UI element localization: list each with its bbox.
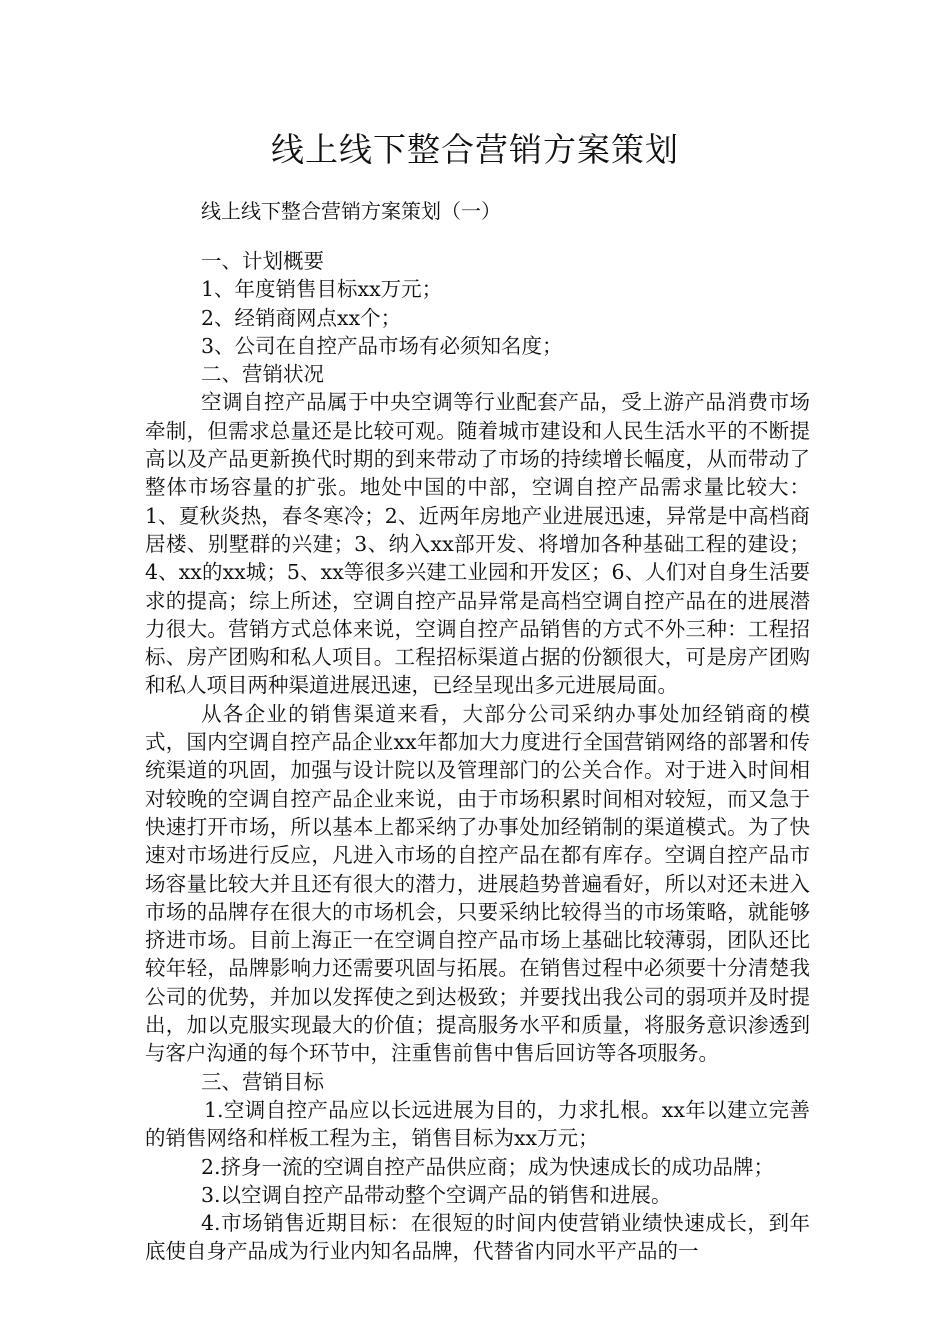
- section-heading-marketing-goals: 三、营销目标: [201, 1069, 324, 1094]
- body-paragraph: 从各企业的销售渠道来看，大部分公司采纳办事处加经销商的模式，国内空调自控产品企业xx年都加大力度进行全国营销网络的部署和传统渠道的巩固，加强与设计院以及管理部门的公关合作。对于进入时间相对较晚的空调自控产品企业来说，由于市场积累时间相对较短，而又急于快速打开市场，所以基本上都采纳了办事处加经销制的渠道模式。为了快速对市场进行反应，凡进入市场的自控产品在都有库存。空调自控产品市场容量比较大并且还有很大的潜力，进展趋势普遍看好，所以对还未进入市场的品牌存在很大的市场机会，只要采纳比较得当的市场策略，就能够挤进市场。目前上海正一在空调自控产品市场上基础比较薄弱，团队还比较年轻，品牌影响力还需要巩固与拓展。在销售过程中必须要十分清楚我公司的优势，并加以发挥使之到达极致；并要找出我公司的弱项并及时提出，加以克服实现最大的价值；提高服务水平和质量，将服务意识渗透到与客户沟通的每个环节中，注重售前售中售后回访等各项服务。: [145, 701, 810, 1066]
- section-heading-marketing-status: 二、营销状况: [201, 362, 324, 387]
- body-paragraph: 空调自控产品属于中央空调等行业配套产品，受上游产品消费市场牵制，但需求总量还是比较可观。随着城市建设和人民生活水平的不断提高以及产品更新换代时期的到来带动了市场的持续增长幅度，从而带动了整体市场容量的扩张。地处中国的中部，空调自控产品需求量比较大：1、夏秋炎热，春冬寒冷；2、近两年房地产业进展迅速，异常是中高档商居楼、别墅群的兴建；3、纳入xx部开发、将增加各种基础工程的建设；4、xx的xx城；5、xx等很多兴建工业园和开发区；6、人们对自身生活要求的提高；综上所述，空调自控产品异常是高档空调自控产品在的进展潜力很大。营销方式总体来说，空调自控产品销售的方式不外三种：工程招标、房产团购和私人项目。工程招标渠道占据的份额很大，可是房产团购和私人项目两种渠道进展迅速，已经呈现出多元进展局面。: [145, 390, 810, 698]
- list-item: 1.空调自控产品应以长远进展为目的，力求扎根。xx年以建立完善的销售网络和样板工程为主，销售目标为xx万元；: [145, 1097, 810, 1151]
- list-item: 1、年度销售目标xx万元；: [201, 277, 443, 302]
- section-heading-overview: 一、计划概要: [201, 249, 324, 273]
- list-item: 4.市场销售近期目标：在很短的时间内使营销业绩快速成长，到年底使自身产品成为行业内知名品牌，代替省内同水平产品的一: [145, 1211, 810, 1264]
- list-item: 3、公司在自控产品市场有必须知名度；: [201, 333, 563, 358]
- list-item: 2、经销商网点xx个；: [201, 305, 402, 330]
- document-title: 线上线下整合营销方案策划: [271, 130, 679, 169]
- document-subtitle: 线上线下整合营销方案策划（一）: [201, 199, 501, 223]
- list-item: 3.以空调自控产品带动整个空调产品的销售和进展。: [201, 1182, 672, 1207]
- list-item: 2.挤身一流的空调自控产品供应商；成为快速成长的成功品牌；: [201, 1154, 775, 1179]
- document-body: [145, 247, 810, 1266]
